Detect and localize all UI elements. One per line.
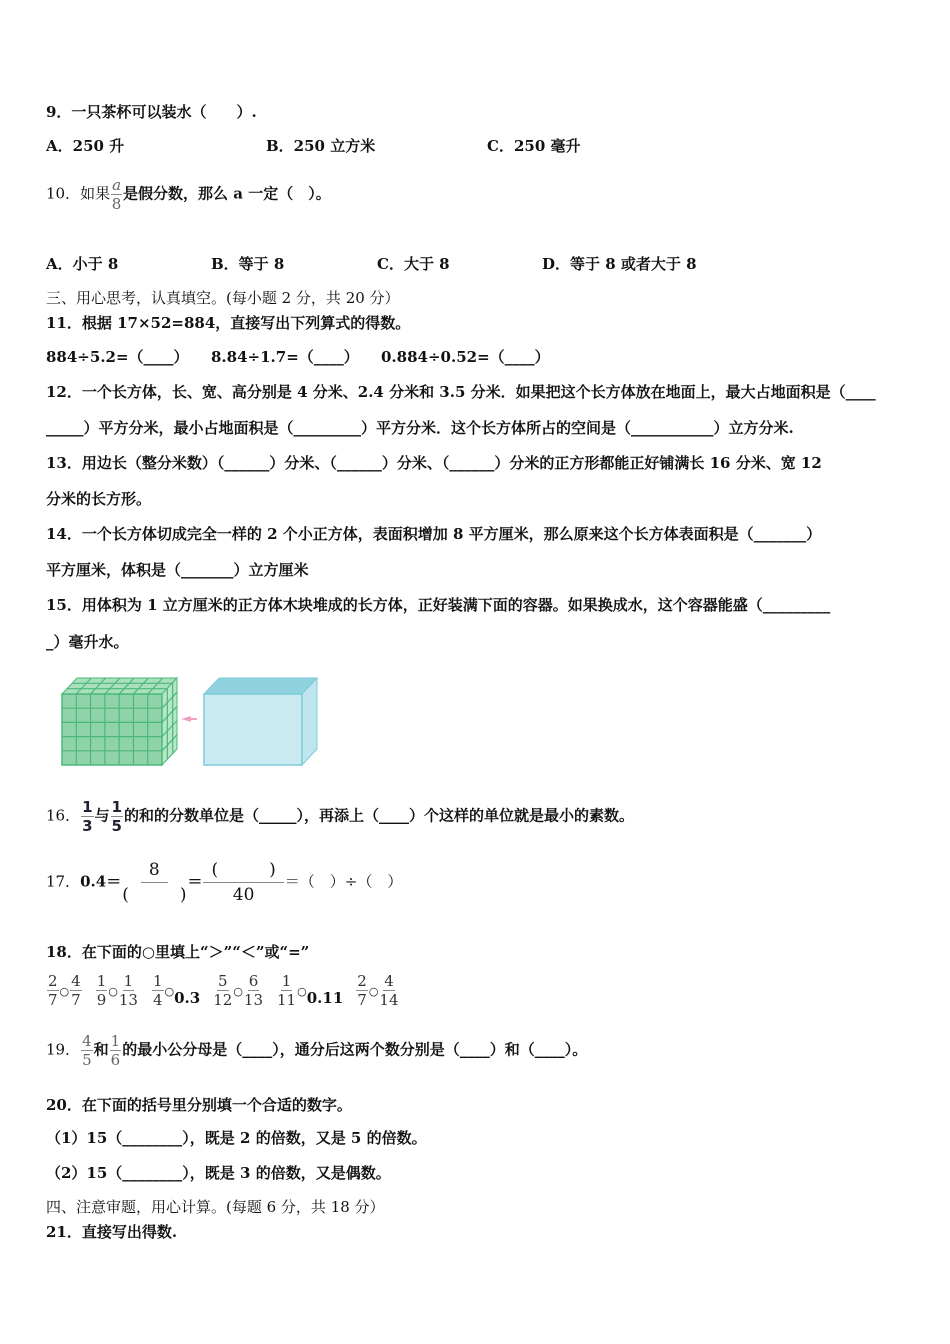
decimal-value: 0.11 <box>306 988 344 1007</box>
q19 <box>46 1032 587 1069</box>
q10-option-a: A．小于 8 <box>46 255 119 273</box>
q15-line2: _）毫升水。 <box>46 633 129 651</box>
q20-item-1: （1）15（________），既是 2 的倍数，又是 5 的倍数。 <box>46 1129 427 1147</box>
arrow-icon <box>181 716 197 722</box>
section-4-title: 四、注意审题，用心计算。(每题 6 分，共 18 分） <box>46 1198 385 1216</box>
numerator: 2 <box>48 972 58 990</box>
q20: 20．在下面的括号里分别填一个合适的数字。 <box>46 1096 352 1114</box>
q19-num: 19． <box>46 1040 81 1059</box>
section-3-title: 三、用心思考，认真填空。(每小题 2 分，共 20 分） <box>46 289 400 307</box>
numerator: a <box>112 176 122 194</box>
denominator: 7 <box>48 991 58 1009</box>
q17-text: ＝（ ）÷（ ） <box>284 872 403 891</box>
fraction <box>119 972 138 1009</box>
q18: 18．在下面的○里填上“＞”“＜”或“=” <box>46 943 310 961</box>
compare-circle[interactable]: ○ <box>164 984 175 998</box>
denominator: 7 <box>357 991 367 1009</box>
q17-num: 17． <box>46 872 81 891</box>
q21: 21．直接写出得数. <box>46 1223 178 1241</box>
numerator: 1 <box>110 1032 121 1050</box>
q17-text: 0.4＝ <box>80 872 122 891</box>
cube-container-figure <box>55 672 325 772</box>
q11: 11．根据 17×52=884，直接写出下列算式的得数。 <box>46 314 411 332</box>
q9-option-c: C．250 毫升 <box>487 137 581 155</box>
q19-text: 和 <box>93 1040 109 1059</box>
numerator: 1 <box>111 798 122 816</box>
q10-option-c: C．大于 8 <box>377 255 450 273</box>
denominator: 5 <box>82 1051 92 1069</box>
fraction <box>213 972 232 1009</box>
denominator: 13 <box>118 991 138 1009</box>
q9-option-a: A．250 升 <box>46 137 125 155</box>
fraction <box>244 972 263 1009</box>
numerator: 4 <box>71 972 81 990</box>
q16-text: 与 <box>94 806 110 825</box>
fraction <box>356 972 368 1009</box>
comparison-item <box>95 972 139 1009</box>
compare-circle[interactable]: ○ <box>108 984 118 998</box>
denominator: 40 <box>232 885 255 905</box>
numerator: 1 <box>96 972 107 990</box>
compare-circle[interactable]: ○ <box>233 984 243 998</box>
denominator: 4 <box>152 991 163 1009</box>
fraction <box>81 1032 93 1069</box>
q16-text: 的和的分数单位是（_____），再添上（____）个这样的单位就是最小的素数。 <box>123 806 634 825</box>
empty-container <box>204 678 317 765</box>
comparison-item <box>276 972 344 1009</box>
fraction <box>96 972 108 1009</box>
denominator: 14 <box>379 991 399 1009</box>
denominator: 3 <box>82 817 93 835</box>
numerator: 1 <box>82 798 93 816</box>
decimal-value: 0.3 <box>174 988 201 1007</box>
q14-line2: 平方厘米，体积是（_______）立方厘米 <box>46 561 309 579</box>
comparison-item <box>46 972 83 1009</box>
q11-item: 0.884÷0.52=（____） <box>381 348 550 366</box>
q9: 9．一只茶杯可以装水（ ）. <box>46 103 257 121</box>
q12-line2: _____）平方分米，最小占地面积是（_________）平方分米．这个长方体所占的空间是（___________）立方分米. <box>46 419 794 437</box>
numerator: 2 <box>357 972 367 990</box>
numerator: 4 <box>384 972 394 990</box>
fraction <box>152 972 164 1009</box>
compare-circle[interactable]: ○ <box>59 984 70 998</box>
denominator: 6 <box>110 1051 121 1069</box>
denominator: ( ) <box>122 885 187 905</box>
stacked-cubes <box>62 678 177 765</box>
fraction <box>277 972 296 1009</box>
fraction <box>379 972 398 1009</box>
compare-circle[interactable]: ○ <box>368 984 379 998</box>
fraction <box>47 972 59 1009</box>
q10-text: 是假分数，那么 a 一定（ ）。 <box>123 184 331 203</box>
q12-line1: 12．一个长方体，长、宽、高分别是 4 分米、2.4 分米和 3.5 分米．如果把这个长方体放在地面上，最大占地面积是（____ <box>46 383 876 401</box>
q9-option-b: B．250 立方米 <box>266 137 376 155</box>
q16-num: 16． <box>46 806 81 825</box>
numerator: 8 <box>141 858 168 883</box>
q10-num: 10．如果 <box>46 184 111 203</box>
numerator: ( ) <box>203 858 283 883</box>
fraction <box>70 972 82 1009</box>
q13-line1: 13．用边长（整分米数）（______）分米、（______）分米、（______）分米的正方形都能正好铺满长 16 分米、宽 12 <box>46 454 822 472</box>
denominator: 11 <box>277 991 297 1009</box>
numerator: 6 <box>248 972 259 990</box>
q20-item-2: （2）15（________），既是 3 的倍数，又是偶数。 <box>46 1164 391 1182</box>
comparison-item <box>355 972 399 1009</box>
compare-circle[interactable]: ○ <box>297 984 307 998</box>
denominator: 9 <box>96 991 107 1009</box>
numerator: 1 <box>123 972 134 990</box>
fraction <box>122 858 186 907</box>
q15-line1: 15．用体积为 1 立方厘米的正方体木块堆成的长方体，正好装满下面的容器。如果换成水，这个容器能盛（_________ <box>46 596 831 614</box>
fraction <box>110 1032 122 1069</box>
comparison-item <box>212 972 264 1009</box>
q16 <box>46 798 634 835</box>
q10 <box>46 176 331 213</box>
q14-line1: 14．一个长方体切成完全一样的 2 个小正方体，表面积增加 8 平方厘米，那么原来这个长方体表面积是（_______） <box>46 525 822 543</box>
q10-option-d: D．等于 8 或者大于 8 <box>542 255 697 273</box>
comparison-item <box>151 972 201 1009</box>
denominator: 7 <box>71 991 81 1009</box>
numerator: 1 <box>281 972 292 990</box>
q17 <box>46 858 402 907</box>
denominator: 5 <box>111 817 122 835</box>
denominator: 13 <box>243 991 264 1009</box>
fraction <box>111 798 123 835</box>
fraction <box>203 858 283 907</box>
numerator: 5 <box>217 972 228 990</box>
numerator: 4 <box>82 1032 92 1050</box>
q11-item: 884÷5.2=（____） <box>46 348 189 366</box>
denominator: 12 <box>213 991 233 1009</box>
q13-line2: 分米的长方形。 <box>46 490 152 508</box>
q11-item: 8.84÷1.7=（____） <box>211 348 359 366</box>
fraction <box>111 176 122 213</box>
denominator: 8 <box>111 195 122 213</box>
q19-text: 的最小公分母是（____），通分后这两个数分别是（____）和（____）。 <box>122 1040 588 1059</box>
q18-items <box>46 972 412 1009</box>
fraction <box>81 798 93 835</box>
q10-option-b: B．等于 8 <box>211 255 285 273</box>
q17-text: ＝ <box>187 872 203 891</box>
numerator: 1 <box>152 972 163 990</box>
